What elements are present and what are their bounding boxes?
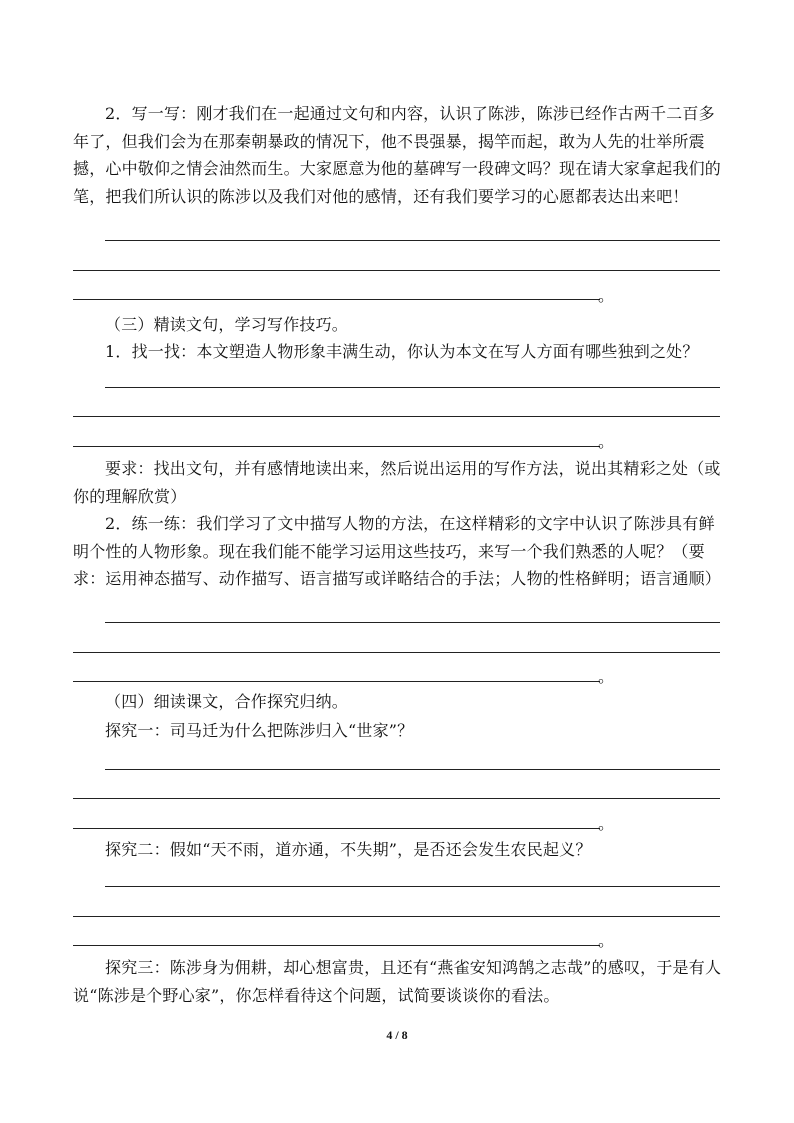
paragraph-find: 1．找一找：本文塑造人物形象丰满生动，你认为本文在写人方面有哪些独到之处？ <box>105 342 699 361</box>
paragraph-practice: 2．练一练：我们学习了文中描写人物的方法，在这样精彩的文字中认识了陈涉具有鲜明个性的人物形象。现在我们能不能学习运用这些技巧，来写一个我们熟悉的人呢？（要求：运用神态描写、动作描写、语言描写或详略结合的手法；人物的性格鲜明；语言通顺） <box>73 514 722 588</box>
answer-line[interactable] <box>73 798 720 799</box>
answer-line[interactable] <box>73 446 600 447</box>
answer-line[interactable] <box>105 240 720 241</box>
answer-line[interactable] <box>73 916 720 917</box>
answer-line[interactable] <box>105 387 720 388</box>
answer-line[interactable] <box>73 416 720 417</box>
answer-line[interactable] <box>73 270 720 271</box>
answer-line[interactable] <box>73 299 600 300</box>
answer-end-period: 。 <box>598 814 615 833</box>
answer-line[interactable] <box>73 681 600 682</box>
section-heading-four: （四）细读课文，合作探究归纳。 <box>105 692 349 711</box>
answer-end-period: 。 <box>598 667 615 686</box>
paragraph-inquiry-three: 探究三：陈涉身为佣耕，却心想富贵，且还有“燕雀安知鸿鹄之志哉”的感叹，于是有人说“陈涉是个野心家”，你怎样看待这个问题，试简要谈谈你的看法。 <box>73 958 722 1005</box>
page-number: 4 / 8 <box>386 1028 408 1042</box>
answer-line[interactable] <box>73 945 600 946</box>
answer-line[interactable] <box>105 769 720 770</box>
answer-end-period: 。 <box>598 931 615 950</box>
section-heading-three: （三）精读文句，学习写作技巧。 <box>105 315 349 334</box>
paragraph-requirement: 要求：找出文句，并有感情地读出来，然后说出运用的写作方法，说出其精彩之处（或你的理解欣赏） <box>73 459 721 506</box>
answer-line[interactable] <box>73 652 720 653</box>
paragraph-write-epitaph: 2．写一写：刚才我们在一起通过文句和内容，认识了陈涉，陈涉已经作古两千二百多年了，但我们会为在那秦朝暴政的情况下，他不畏强暴，揭竿而起，敢为人先的壮举所震撼，心中敬仰之情会油然而生。大家愿意为他的墓碑写一段碑文吗？现在请大家拿起我们的笔，把我们所认识的陈涉以及我们对他的感情，还有我们要学习的心愿都表达出来吧！ <box>73 104 722 206</box>
answer-end-period: 。 <box>598 432 615 451</box>
paragraph-inquiry-two: 探究二：假如“天不雨，道亦通，不失期”，是否还会发生农民起义？ <box>105 840 592 859</box>
paragraph-inquiry-one: 探究一：司马迁为什么把陈涉归入“世家”？ <box>105 721 414 740</box>
answer-line[interactable] <box>105 886 720 887</box>
answer-line[interactable] <box>73 828 600 829</box>
answer-line[interactable] <box>105 622 720 623</box>
answer-end-period: 。 <box>598 286 615 305</box>
